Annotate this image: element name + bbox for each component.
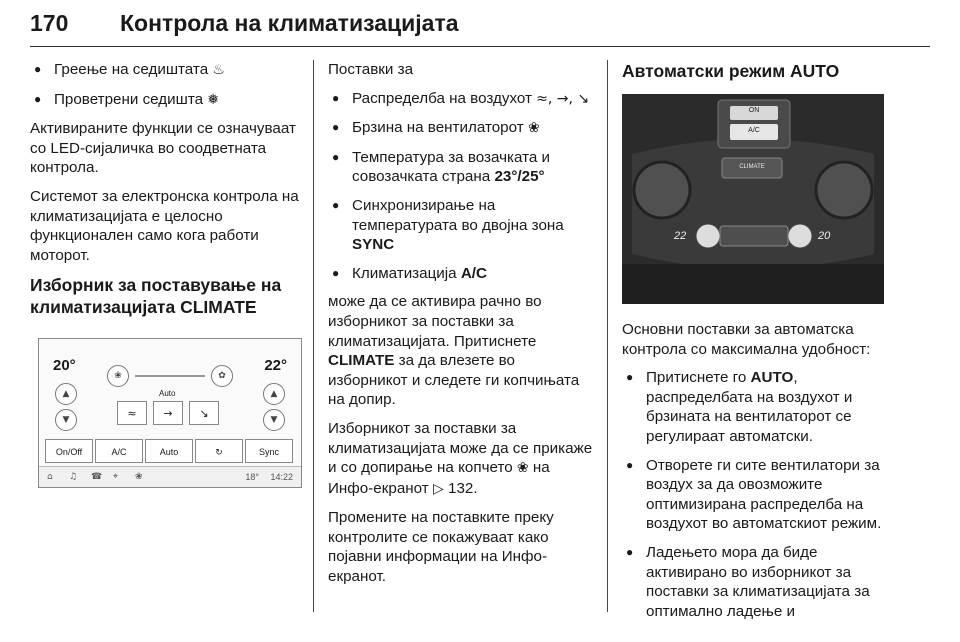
bullet-text: Синхронизирање на температурата во двојна зона	[352, 196, 564, 234]
fan-high-icon: ✿	[211, 365, 233, 387]
onoff-button: On/Off	[45, 439, 93, 463]
paragraph: Системот за електронска контрола на климатизацијата е целосно функционален само кога работи моторот.	[30, 187, 299, 264]
temp-right: 22°	[264, 357, 287, 374]
temp-up-left-icon: ▲	[55, 383, 77, 405]
climate-app-icon: ❀	[135, 472, 143, 482]
ventilated-seat-icon: ❅	[207, 91, 220, 108]
mode-face-icon: →	[153, 401, 183, 425]
paragraph: Основни поставки за автоматска контрола со максимална удобност:	[622, 321, 871, 358]
page-reference: 132.	[448, 479, 478, 497]
list-item	[328, 264, 596, 284]
list-item	[622, 368, 892, 446]
nav-icon: ⌖	[113, 472, 119, 482]
on-label: ON	[748, 107, 760, 114]
air-distribution-icon: ≈, →, ↘	[536, 90, 590, 107]
column-divider	[313, 60, 314, 612]
ac-label: A/C	[748, 127, 760, 134]
status-bar	[39, 466, 301, 487]
music-icon: ♫	[69, 472, 78, 482]
auto-keyword: AUTO	[750, 369, 794, 387]
text-run: за да влезете во изборникот и следете ги копчињата на допир.	[328, 352, 580, 409]
paragraph	[328, 292, 596, 410]
fan-low-icon: ❀	[107, 365, 129, 387]
list-item	[328, 148, 596, 187]
fan-icon: ❀	[527, 120, 540, 137]
infotainment-screen-illustration	[38, 338, 302, 488]
auto-label: Auto	[159, 389, 176, 398]
text-run: на Инфо-екранот	[328, 459, 550, 497]
bullet-text: Брзина на вентилаторот	[352, 119, 524, 137]
list-item	[328, 89, 596, 110]
bullet-text: Греење на седиштата	[54, 61, 209, 78]
bullet-text: Температура за возачката и совозачката страна	[352, 148, 551, 186]
paragraph: Поставки за	[328, 61, 414, 78]
paragraph: Промените на поставките преку контролите се покажуваат како појавни информации на Инфо-екранот.	[328, 509, 554, 586]
control-panel-photo	[622, 94, 884, 304]
temp-down-left-icon: ▼	[55, 409, 77, 431]
temp-up-right-icon: ▲	[263, 383, 285, 405]
fan-speed-bar	[135, 375, 205, 377]
column-3-body	[622, 320, 892, 630]
home-icon: ⌂	[47, 472, 53, 482]
temp-left: 20°	[53, 357, 76, 374]
section-heading: Изборник за поставување на климатизацијата CLIMATE	[30, 275, 282, 318]
column-divider	[607, 60, 608, 612]
bullet-text: Проветрени седишта	[54, 90, 204, 108]
header-rule	[30, 46, 930, 47]
status-temp: 18°	[245, 472, 259, 482]
climate-keyword: CLIMATE	[328, 352, 395, 370]
paragraph: Активираните функции се означуваат со LED-сијаличка во соодветната контрола.	[30, 120, 296, 177]
reference-arrow-icon: ▷	[432, 480, 444, 497]
list-item: ● Ладењето мора да биде активирано во изборникот за поставки за климатизацијата за оптимално ладење и	[622, 543, 892, 621]
bullet-text: Климатизација	[352, 264, 457, 282]
status-time: 14:22	[270, 472, 293, 482]
ac-value: A/C	[460, 264, 487, 282]
text-run: , распределбата на воздухот и брзината на вентилаторот се регулираат автоматски.	[646, 369, 853, 445]
auto-button: Auto	[145, 439, 193, 463]
column-2	[328, 60, 596, 596]
list-item	[30, 60, 306, 81]
text-run: Притиснете го	[646, 369, 747, 387]
photo-temp-right: 20	[818, 230, 831, 242]
text-run: може да се активира рачно во изборникот за поставки за климатизацијата. Притиснете	[328, 293, 542, 350]
sync-button: Sync	[245, 439, 293, 463]
control-panel-drawing	[622, 94, 884, 304]
temp-value: 23°/25°	[494, 168, 545, 186]
list-item	[328, 118, 596, 139]
ac-button: A/C	[95, 439, 143, 463]
list-item: ● Отворете ги сите вентилатори за воздух за да овозможите оптимизирана распределба на воздухот во автоматскиот режим.	[622, 456, 892, 534]
temp-down-right-icon: ▼	[263, 409, 285, 431]
phone-icon: ☎	[91, 472, 103, 482]
photo-temp-left: 22	[674, 230, 687, 242]
page-number: 170	[30, 10, 69, 36]
mode-feet-icon: ↘	[189, 401, 219, 425]
text-run: Изборникот за поставки за климатизацијата може да се прикаже и со допирање на копчето	[328, 419, 593, 477]
recirculation-icon: ↻	[195, 439, 243, 463]
bullet-text: Распределба на воздухот	[352, 89, 532, 107]
section-heading: Автоматски режим AUTO	[622, 61, 840, 81]
column-3	[622, 60, 892, 92]
list-item	[328, 196, 596, 255]
climate-label: CLIMATE	[739, 164, 765, 170]
page-title: Контрола на климатизацијата	[120, 10, 459, 36]
paragraph	[328, 419, 596, 499]
sync-value: SYNC	[352, 236, 395, 254]
list-item	[30, 90, 306, 111]
heated-seat-icon: ♨	[212, 62, 225, 78]
column-1	[30, 60, 306, 328]
climate-app-icon: ❀	[516, 460, 529, 477]
mode-windshield-icon: ≈	[117, 401, 147, 425]
